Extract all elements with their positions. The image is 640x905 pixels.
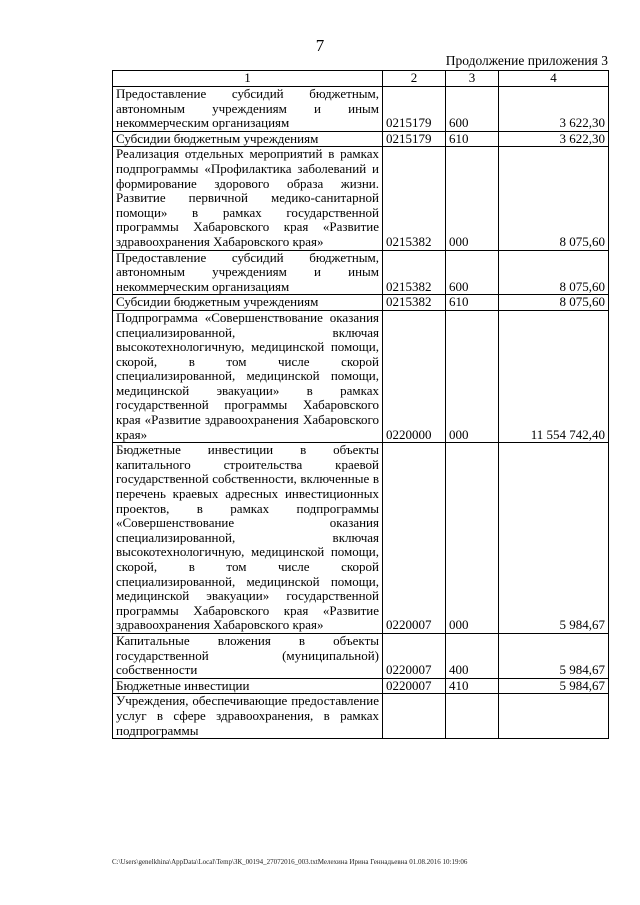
row-type: 000 — [446, 147, 499, 250]
row-name: Предоставление субсидий бюджетным, автономным учреждениям и иным некоммерческим организациям — [113, 87, 383, 132]
header-col-1: 1 — [113, 71, 383, 87]
row-code: 0220000 — [383, 310, 446, 442]
row-type: 000 — [446, 310, 499, 442]
budget-table — [112, 70, 609, 739]
row-type: 400 — [446, 633, 499, 678]
table-row — [113, 310, 609, 442]
row-code: 0215382 — [383, 295, 446, 311]
row-code: 0220007 — [383, 443, 446, 634]
header-col-4: 4 — [499, 71, 609, 87]
continuation-note: Продолжение приложения 3 — [445, 53, 608, 68]
row-amount: 5 984,67 — [499, 678, 609, 694]
table-row — [113, 250, 609, 295]
row-type — [446, 694, 499, 739]
row-amount: 5 984,67 — [499, 633, 609, 678]
row-name: Подпрограмма «Совершенствование оказания специализированной, включая высокотехнологичную, медицинской помощи, скорой, в том числе скорой специализированной, медицинской помощи, медицинской эвакуации» в рамках государственной программы Хабаровского края «Развитие здравоохранения Хабаровского края» — [113, 310, 383, 442]
table-row — [113, 694, 609, 739]
table-row — [113, 87, 609, 132]
row-code: 0215382 — [383, 147, 446, 250]
table-row — [113, 633, 609, 678]
row-code: 0220007 — [383, 633, 446, 678]
footer-file-path: C:\Users\genelkhina\AppData\Local\Temp\ЗК_00194_27072016_003.txtМелехина Ирина Геннадьевна 01.08.2016 10:19:06 — [112, 858, 468, 866]
row-name: Капитальные вложения в объекты государственной (муниципальной) собственности — [113, 633, 383, 678]
table-row — [113, 678, 609, 694]
row-type: 000 — [446, 443, 499, 634]
row-name: Учреждения, обеспечивающие предоставление услуг в сфере здравоохранения, в рамках подпрограммы — [113, 694, 383, 739]
page-number: 7 — [315, 36, 325, 55]
row-amount: 3 622,30 — [499, 131, 609, 147]
table-row — [113, 147, 609, 250]
row-name: Предоставление субсидий бюджетным, автономным учреждениям и иным некоммерческим организациям — [113, 250, 383, 295]
row-type: 410 — [446, 678, 499, 694]
header-col-2: 2 — [383, 71, 446, 87]
row-type: 600 — [446, 250, 499, 295]
row-code: 0215179 — [383, 131, 446, 147]
row-code — [383, 694, 446, 739]
row-type: 610 — [446, 295, 499, 311]
row-amount: 5 984,67 — [499, 443, 609, 634]
row-code: 0215382 — [383, 250, 446, 295]
row-amount: 8 075,60 — [499, 147, 609, 250]
row-code: 0215179 — [383, 87, 446, 132]
row-amount: 8 075,60 — [499, 295, 609, 311]
row-name: Бюджетные инвестиции — [113, 678, 383, 694]
row-amount — [499, 694, 609, 739]
row-amount: 11 554 742,40 — [499, 310, 609, 442]
row-code: 0220007 — [383, 678, 446, 694]
table-row — [113, 131, 609, 147]
row-name: Субсидии бюджетным учреждениям — [113, 131, 383, 147]
row-name: Бюджетные инвестиции в объекты капитального строительства краевой государственной собственности, включенные в перечень краевых адресных инвестиционных проектов, в рамках подпрограммы «Совершенствование оказания специализированной, включая высокотехнологичную, медицинской помощи, скорой, в том числе скорой специализированной, медицинской помощи, медицинской эвакуации» государственной программы Хабаровского края «Развитие здравоохранения Хабаровского края» — [113, 443, 383, 634]
table-row — [113, 295, 609, 311]
row-name: Субсидии бюджетным учреждениям — [113, 295, 383, 311]
header-row — [113, 71, 609, 87]
table-body — [113, 87, 609, 739]
table-header — [113, 71, 609, 87]
row-amount: 8 075,60 — [499, 250, 609, 295]
table-row — [113, 443, 609, 634]
row-name: Реализация отдельных мероприятий в рамках подпрограммы «Профилактика заболеваний и формирование здорового образа жизни. Развитие первичной медико-санитарной помощи» в рамках государственной программы Хабаровского края «Развитие здравоохранения Хабаровского края» — [113, 147, 383, 250]
header-col-3: 3 — [446, 71, 499, 87]
row-type: 610 — [446, 131, 499, 147]
row-type: 600 — [446, 87, 499, 132]
row-amount: 3 622,30 — [499, 87, 609, 132]
